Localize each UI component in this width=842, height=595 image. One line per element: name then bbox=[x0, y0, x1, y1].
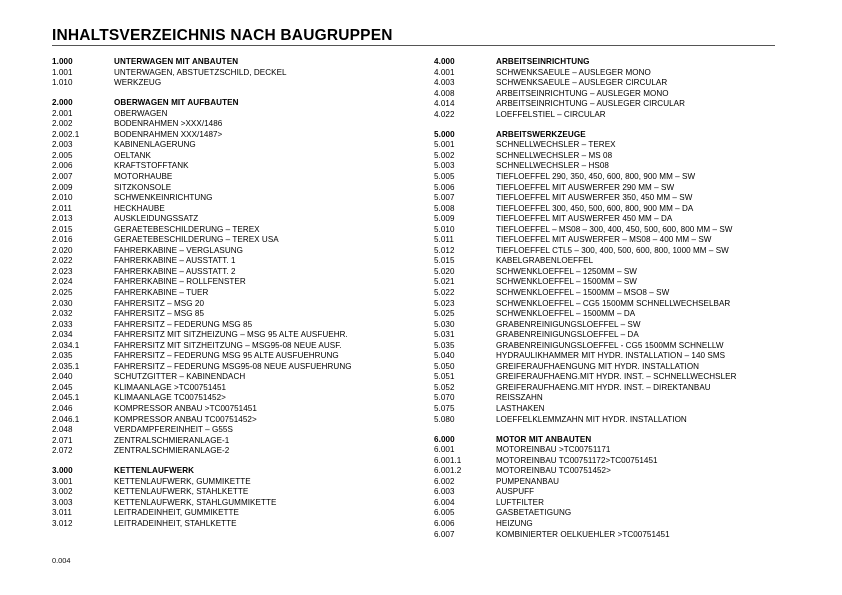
entry-label: SCHNELLWECHSLER – TEREX bbox=[496, 140, 616, 150]
entry-label: MOTORHAUBE bbox=[114, 171, 173, 181]
entry-label: KOMPRESSOR ANBAU TC00751452> bbox=[114, 414, 257, 424]
entry-label: HYDRAULIKHAMMER MIT HYDR. INSTALLATION – 140 SMS bbox=[496, 351, 726, 361]
contents-entry-row[interactable] bbox=[434, 299, 834, 310]
entry-label: LEITRADEINHEIT, STAHLKETTE bbox=[114, 518, 237, 528]
entry-number: 2.003 bbox=[52, 140, 73, 150]
entry-number: 2.040 bbox=[52, 372, 73, 382]
entry-number: 5.015 bbox=[434, 256, 455, 266]
entry-number: 5.023 bbox=[434, 298, 455, 308]
contents-entry-row[interactable] bbox=[52, 130, 432, 141]
contents-entry-row[interactable] bbox=[434, 225, 834, 236]
entry-label: TIEFLOEFFEL MIT AUSWERFER – MS08 – 400 MM – SW bbox=[496, 235, 712, 245]
contents-entry-row[interactable] bbox=[52, 151, 432, 162]
entry-number: 5.051 bbox=[434, 372, 455, 382]
entry-number: 2.034 bbox=[52, 330, 73, 340]
contents-entry-row[interactable] bbox=[52, 320, 432, 331]
contents-entry-row[interactable] bbox=[52, 372, 432, 383]
entry-label: KETTENLAUFWERK, STAHLGUMMIKETTE bbox=[114, 497, 277, 507]
entry-number: 3.001 bbox=[52, 476, 73, 486]
entry-label: WERKZEUG bbox=[114, 78, 162, 88]
contents-entry-row[interactable] bbox=[434, 309, 834, 320]
entry-label: GASBETAETIGUNG bbox=[496, 508, 572, 518]
entry-number: 5.040 bbox=[434, 351, 455, 361]
contents-entry-row[interactable] bbox=[52, 299, 432, 310]
entry-label: GREIFERAUFHAENG.MIT HYDR. INST. – SCHNELLWECHSLER bbox=[496, 372, 737, 382]
entry-number: 2.011 bbox=[52, 203, 72, 213]
entry-label: ARBEITSEINRICHTUNG bbox=[496, 57, 590, 66]
entry-number: 2.015 bbox=[52, 224, 73, 234]
entry-number: 5.006 bbox=[434, 182, 455, 192]
entry-number: 2.013 bbox=[52, 214, 73, 224]
entry-label: GRABENREINIGUNGSLOEFFEL - CG5 1500MM SCHNELLW bbox=[496, 340, 724, 350]
entry-number: 4.000 bbox=[434, 57, 455, 66]
contents-entry-row[interactable] bbox=[434, 246, 834, 257]
entry-label: LOEFFELSTIEL – CIRCULAR bbox=[496, 109, 606, 119]
entry-label: LEITRADEINHEIT, GUMMIKETTE bbox=[114, 508, 239, 518]
entry-label: OBERWAGEN MIT AUFBAUTEN bbox=[114, 98, 239, 108]
contents-entry-row[interactable] bbox=[434, 89, 834, 100]
entry-label: KLIMAANLAGE TC00751452> bbox=[114, 393, 226, 403]
contents-entry-row[interactable] bbox=[52, 225, 432, 236]
entry-label: OBERWAGEN bbox=[114, 108, 168, 118]
entry-number: 2.030 bbox=[52, 298, 73, 308]
contents-entry-row[interactable] bbox=[434, 288, 834, 299]
footer-page-number: 0.004 bbox=[52, 556, 71, 565]
contents-entry-row[interactable] bbox=[52, 214, 432, 225]
entry-number: 6.006 bbox=[434, 518, 455, 528]
entry-label: TIEFLOEFFEL MIT AUSWERFER 350, 450 MM – SW bbox=[496, 193, 693, 203]
contents-entry-row[interactable] bbox=[52, 140, 432, 151]
contents-entry-row[interactable] bbox=[52, 487, 432, 498]
contents-entry-row[interactable] bbox=[52, 172, 432, 183]
entry-label: AUSPUFF bbox=[496, 487, 535, 497]
contents-entry-row[interactable] bbox=[434, 161, 834, 172]
entry-label: SCHUTZGITTER – KABINENDACH bbox=[114, 372, 246, 382]
contents-entry-row[interactable] bbox=[52, 277, 432, 288]
entry-label: HEIZUNG bbox=[496, 518, 533, 528]
contents-entry-row[interactable] bbox=[52, 267, 432, 278]
entry-number: 4.014 bbox=[434, 99, 455, 109]
entry-label: MOTOREINBAU >TC00751171 bbox=[496, 445, 611, 455]
entry-number: 2.023 bbox=[52, 266, 73, 276]
entry-label: GREIFERAUFHAENGUNG MIT HYDR. INSTALLATION bbox=[496, 361, 700, 371]
entry-number: 5.022 bbox=[434, 287, 455, 297]
entry-number: 5.025 bbox=[434, 309, 455, 319]
contents-entry-row[interactable] bbox=[434, 99, 834, 110]
entry-number: 5.010 bbox=[434, 224, 455, 234]
page-title: INHALTSVERZEICHNIS NACH BAUGRUPPEN bbox=[52, 27, 393, 44]
entry-number: 2.010 bbox=[52, 193, 73, 203]
contents-entry-row[interactable] bbox=[434, 351, 834, 362]
entry-number: 5.009 bbox=[434, 214, 455, 224]
entry-label: KOMPRESSOR ANBAU >TC00751451 bbox=[114, 404, 257, 413]
contents-entry-row[interactable] bbox=[434, 498, 834, 509]
entry-label: BODENRAHMEN XXX/1487> bbox=[114, 129, 223, 139]
entry-number: 1.010 bbox=[52, 78, 73, 88]
entry-number: 2.046 bbox=[52, 404, 73, 413]
entry-number: 4.022 bbox=[434, 109, 455, 119]
contents-entry-row[interactable] bbox=[52, 446, 432, 457]
entry-label: FAHRERSITZ – FEDERUNG MSG 85 bbox=[114, 319, 253, 329]
contents-entry-row[interactable] bbox=[52, 119, 432, 130]
contents-entry-row[interactable] bbox=[434, 404, 834, 415]
entry-number: 2.032 bbox=[52, 309, 73, 319]
contents-entry-row[interactable] bbox=[434, 530, 834, 541]
contents-entry-row[interactable] bbox=[52, 235, 432, 246]
entry-number: 6.000 bbox=[434, 434, 455, 444]
entry-number: 2.009 bbox=[52, 182, 73, 192]
entry-label: MOTOREINBAU TC00751172>TC00751451 bbox=[496, 455, 658, 465]
contents-entry-row[interactable] bbox=[52, 351, 432, 362]
contents-entry-row[interactable] bbox=[434, 466, 834, 477]
contents-entry-row[interactable] bbox=[434, 204, 834, 215]
contents-group-row[interactable] bbox=[52, 57, 432, 68]
entry-label: SCHWENKLOEFFEL – 1500MM – DA bbox=[496, 309, 636, 319]
entry-number: 5.021 bbox=[434, 277, 455, 287]
entry-number: 5.002 bbox=[434, 150, 455, 160]
contents-entry-row[interactable] bbox=[434, 415, 834, 426]
entry-number: 2.045 bbox=[52, 382, 73, 392]
entry-number: 2.024 bbox=[52, 277, 73, 287]
entry-label: GERAETEBESCHILDERUNG – TEREX bbox=[114, 224, 260, 234]
entry-number: 2.006 bbox=[52, 161, 73, 171]
contents-entry-row[interactable] bbox=[434, 372, 834, 383]
entry-label: AUSKLEIDUNGSSATZ bbox=[114, 214, 199, 224]
entry-label: GERAETEBESCHILDERUNG – TEREX USA bbox=[114, 235, 279, 245]
entry-label: FAHRERSITZ – MSG 20 bbox=[114, 298, 205, 308]
entry-label: GRABENREINIGUNGSLOEFFEL – SW bbox=[496, 319, 641, 329]
entry-number: 2.002 bbox=[52, 119, 73, 129]
contents-entry-row[interactable] bbox=[52, 362, 432, 373]
entry-label: HECKHAUBE bbox=[114, 203, 165, 213]
entry-number: 2.000 bbox=[52, 98, 73, 108]
entry-label: KETTENLAUFWERK, GUMMIKETTE bbox=[114, 476, 251, 486]
entry-number: 2.046.1 bbox=[52, 414, 80, 424]
contents-entry-row[interactable] bbox=[434, 193, 834, 204]
entry-number: 5.011 bbox=[434, 235, 454, 245]
contents-entry-row[interactable] bbox=[434, 477, 834, 488]
entry-number: 5.012 bbox=[434, 245, 455, 255]
contents-entry-row[interactable] bbox=[52, 498, 432, 509]
entry-label: ZENTRALSCHMIERANLAGE-2 bbox=[114, 446, 230, 456]
contents-entry-row[interactable] bbox=[52, 109, 432, 120]
entry-label: KOMBINIERTER OELKUEHLER >TC00751451 bbox=[496, 529, 670, 539]
entry-number: 6.002 bbox=[434, 476, 455, 486]
entry-number: 2.035 bbox=[52, 351, 73, 361]
contents-entry-row[interactable] bbox=[434, 68, 834, 79]
entry-label: GREIFERAUFHAENG.MIT HYDR. INST. – DIREKTANBAU bbox=[496, 382, 711, 392]
contents-entry-row[interactable] bbox=[52, 204, 432, 215]
entry-number: 1.000 bbox=[52, 57, 73, 66]
contents-entry-row[interactable] bbox=[434, 140, 834, 151]
contents-entry-row[interactable] bbox=[52, 425, 432, 436]
entry-label: PUMPENANBAU bbox=[496, 476, 560, 486]
entry-number: 4.003 bbox=[434, 78, 455, 88]
entry-label: FAHRERKABINE – AUSSTATT. 1 bbox=[114, 256, 236, 266]
entry-label: VERDAMPFEREINHEIT – G55S bbox=[114, 425, 233, 435]
entry-label: OELTANK bbox=[114, 150, 151, 160]
entry-number: 3.011 bbox=[52, 508, 72, 518]
entry-label: SCHWENKLOEFFEL – 1250MM – SW bbox=[496, 266, 637, 276]
entry-number: 6.003 bbox=[434, 487, 455, 497]
entry-number: 2.035.1 bbox=[52, 361, 80, 371]
contents-entry-row[interactable] bbox=[434, 519, 834, 530]
contents-entry-row[interactable] bbox=[52, 508, 432, 519]
entry-number: 3.000 bbox=[52, 466, 73, 476]
entry-label: REISSZAHN bbox=[496, 393, 543, 403]
entry-number: 5.007 bbox=[434, 193, 455, 203]
contents-entry-row[interactable] bbox=[52, 415, 432, 426]
contents-entry-row[interactable] bbox=[434, 78, 834, 89]
entry-label: UNTERWAGEN, ABSTUETZSCHILD, DECKEL bbox=[114, 67, 287, 77]
entry-label: KABINENLAGERUNG bbox=[114, 140, 196, 150]
entry-number: 2.072 bbox=[52, 446, 73, 456]
entry-number: 2.071 bbox=[52, 435, 73, 445]
entry-label: KLIMAANLAGE >TC00751451 bbox=[114, 382, 227, 392]
entry-label: TIEFLOEFFEL CTL5 – 300, 400, 500, 600, 800, 1000 MM – SW bbox=[496, 245, 729, 255]
entry-number: 3.002 bbox=[52, 487, 73, 497]
entry-number: 6.005 bbox=[434, 508, 455, 518]
entry-label: SCHWENKLOEFFEL – 1500MM – SW bbox=[496, 277, 637, 287]
contents-entry-row[interactable] bbox=[434, 330, 834, 341]
entry-number: 5.075 bbox=[434, 404, 455, 413]
contents-group-row[interactable] bbox=[434, 435, 834, 446]
entry-label: LOEFFELKLEMMZAHN MIT HYDR. INSTALLATION bbox=[496, 414, 687, 424]
entry-label: KETTENLAUFWERK bbox=[114, 466, 195, 476]
contents-entry-row[interactable] bbox=[434, 445, 834, 456]
contents-entry-row[interactable] bbox=[52, 288, 432, 299]
entry-number: 4.001 bbox=[434, 67, 455, 77]
contents-entry-row[interactable] bbox=[52, 246, 432, 257]
contents-entry-row[interactable] bbox=[52, 383, 432, 394]
entry-number: 5.005 bbox=[434, 171, 455, 181]
entry-label: FAHRERKABINE – VERGLASUNG bbox=[114, 245, 243, 255]
entry-label: LUFTFILTER bbox=[496, 497, 545, 507]
entry-label: FAHRERKABINE – TUER bbox=[114, 287, 209, 297]
contents-left-column bbox=[52, 57, 432, 530]
entry-number: 5.050 bbox=[434, 361, 455, 371]
entry-number: 2.025 bbox=[52, 287, 73, 297]
contents-entry-row[interactable] bbox=[434, 341, 834, 352]
entry-label: ZENTRALSCHMIERANLAGE-1 bbox=[114, 435, 230, 445]
entry-label: SCHWENKLOEFFEL – CG5 1500MM SCHNELLWECHSELBAR bbox=[496, 298, 731, 308]
contents-entry-row[interactable] bbox=[434, 487, 834, 498]
entry-label: ARBEITSWERKZEUGE bbox=[496, 129, 586, 139]
entry-number: 2.020 bbox=[52, 245, 73, 255]
entry-label: SITZKONSOLE bbox=[114, 182, 172, 192]
contents-entry-row[interactable] bbox=[434, 183, 834, 194]
entry-label: UNTERWAGEN MIT ANBAUTEN bbox=[114, 57, 239, 66]
entry-number: 5.008 bbox=[434, 203, 455, 213]
entry-label: KETTENLAUFWERK, STAHLKETTE bbox=[114, 487, 249, 497]
entry-number: 5.031 bbox=[434, 330, 455, 340]
entry-number: 4.008 bbox=[434, 88, 455, 98]
contents-group-row[interactable] bbox=[52, 98, 432, 109]
contents-entry-row[interactable] bbox=[434, 508, 834, 519]
entry-label: LASTHAKEN bbox=[496, 404, 545, 413]
entry-number: 6.001 bbox=[434, 445, 455, 455]
contents-right-column bbox=[434, 57, 834, 540]
entry-label: FAHRERKABINE – ROLLFENSTER bbox=[114, 277, 246, 287]
entry-number: 2.002.1 bbox=[52, 129, 80, 139]
contents-entry-row[interactable] bbox=[52, 393, 432, 404]
entry-number: 2.033 bbox=[52, 319, 73, 329]
entry-number: 5.000 bbox=[434, 129, 455, 139]
contents-group-row[interactable] bbox=[434, 130, 834, 141]
entry-number: 3.003 bbox=[52, 497, 73, 507]
entry-label: KRAFTSTOFFTANK bbox=[114, 161, 189, 171]
entry-number: 2.001 bbox=[52, 108, 73, 118]
entry-number: 2.016 bbox=[52, 235, 73, 245]
entry-label: FAHRERSITZ MIT SITZHEIZUNG – MSG 95 ALTE AUSFUEHR. bbox=[114, 330, 348, 340]
title-divider bbox=[52, 45, 775, 46]
contents-entry-row[interactable] bbox=[434, 267, 834, 278]
entry-number: 3.012 bbox=[52, 518, 73, 528]
entry-label: SCHWENKLOEFFEL – 1500MM – MSO8 – SW bbox=[496, 287, 670, 297]
contents-entry-row[interactable] bbox=[52, 309, 432, 320]
entry-number: 5.001 bbox=[434, 140, 455, 150]
entry-label: BODENRAHMEN >XXX/1486 bbox=[114, 119, 223, 129]
entry-number: 2.022 bbox=[52, 256, 73, 266]
entry-label: SCHWENKSAEULE – AUSLEGER CIRCULAR bbox=[496, 78, 668, 88]
entry-label: MOTOR MIT ANBAUTEN bbox=[496, 434, 592, 444]
entry-number: 2.045.1 bbox=[52, 393, 80, 403]
entry-number: 5.035 bbox=[434, 340, 455, 350]
entry-label: FAHRERSITZ MIT SITZHEITZUNG – MSG95-08 NEUE AUSF. bbox=[114, 340, 342, 350]
contents-entry-row[interactable] bbox=[52, 161, 432, 172]
entry-number: 2.048 bbox=[52, 425, 73, 435]
entry-number: 5.070 bbox=[434, 393, 455, 403]
entry-number: 6.001.2 bbox=[434, 466, 462, 476]
entry-label: ARBEITSEINRICHTUNG – AUSLEGER CIRCULAR bbox=[496, 99, 685, 109]
contents-entry-row[interactable] bbox=[52, 519, 432, 530]
entry-number: 6.007 bbox=[434, 529, 455, 539]
entry-label: TIEFLOEFFEL MIT AUSWERFER 450 MM – DA bbox=[496, 214, 673, 224]
entry-label: SCHWENKEINRICHTUNG bbox=[114, 193, 213, 203]
entry-label: FAHRERSITZ – FEDERUNG MSG 95 ALTE AUSFUEHRUNG bbox=[114, 351, 339, 361]
entry-label: KABELGRABENLOEFFEL bbox=[496, 256, 594, 266]
contents-entry-row[interactable] bbox=[434, 172, 834, 183]
contents-entry-row[interactable] bbox=[434, 214, 834, 225]
contents-entry-row[interactable] bbox=[434, 110, 834, 121]
contents-entry-row[interactable] bbox=[434, 393, 834, 404]
entry-label: TIEFLOEFFEL MIT AUSWERFER 290 MM – SW bbox=[496, 182, 675, 192]
entry-label: TIEFLOEFFEL – MS08 – 300, 400, 450, 500, 600, 800 MM – SW bbox=[496, 224, 733, 234]
entry-number: 5.052 bbox=[434, 382, 455, 392]
contents-entry-row[interactable] bbox=[434, 151, 834, 162]
contents-entry-row[interactable] bbox=[434, 256, 834, 267]
contents-entry-row[interactable] bbox=[52, 404, 432, 415]
contents-entry-row[interactable] bbox=[52, 341, 432, 352]
contents-entry-row[interactable] bbox=[434, 320, 834, 331]
contents-entry-row[interactable] bbox=[52, 183, 432, 194]
contents-entry-row[interactable] bbox=[52, 256, 432, 267]
contents-entry-row[interactable] bbox=[52, 193, 432, 204]
entry-label: FAHRERKABINE – AUSSTATT. 2 bbox=[114, 266, 236, 276]
entry-number: 5.080 bbox=[434, 414, 455, 424]
entry-number: 2.005 bbox=[52, 150, 73, 160]
entry-label: SCHNELLWECHSLER – HS08 bbox=[496, 161, 609, 171]
entry-number: 5.020 bbox=[434, 266, 455, 276]
contents-entry-row[interactable] bbox=[434, 277, 834, 288]
contents-group-row[interactable] bbox=[434, 57, 834, 68]
entry-number: 6.001.1 bbox=[434, 455, 462, 465]
contents-entry-row[interactable] bbox=[52, 68, 432, 79]
entry-number: 6.004 bbox=[434, 497, 455, 507]
contents-entry-row[interactable] bbox=[52, 436, 432, 447]
entry-label: ARBEITSEINRICHTUNG – AUSLEGER MONO bbox=[496, 88, 669, 98]
contents-entry-row[interactable] bbox=[434, 362, 834, 373]
contents-group-row[interactable] bbox=[52, 466, 432, 477]
contents-entry-row[interactable] bbox=[52, 78, 432, 89]
entry-label: FAHRERSITZ – FEDERUNG MSG95-08 NEUE AUSFUEHRUNG bbox=[114, 361, 352, 371]
entry-number: 2.007 bbox=[52, 171, 73, 181]
entry-label: SCHNELLWECHSLER – MS 08 bbox=[496, 150, 613, 160]
contents-entry-row[interactable] bbox=[52, 330, 432, 341]
entry-number: 5.030 bbox=[434, 319, 455, 329]
contents-entry-row[interactable] bbox=[434, 456, 834, 467]
entry-label: SCHWENKSAEULE – AUSLEGER MONO bbox=[496, 67, 651, 77]
entry-label: MOTOREINBAU TC00751452> bbox=[496, 466, 611, 476]
entry-label: FAHRERSITZ – MSG 85 bbox=[114, 309, 205, 319]
entry-number: 2.034.1 bbox=[52, 340, 80, 350]
contents-entry-row[interactable] bbox=[434, 235, 834, 246]
entry-label: GRABENREINIGUNGSLOEFFEL – DA bbox=[496, 330, 639, 340]
entry-label: TIEFLOEFFEL 290, 350, 450, 600, 800, 900 MM – SW bbox=[496, 171, 696, 181]
entry-number: 5.003 bbox=[434, 161, 455, 171]
entry-number: 1.001 bbox=[52, 67, 73, 77]
contents-entry-row[interactable] bbox=[434, 383, 834, 394]
contents-entry-row[interactable] bbox=[52, 477, 432, 488]
entry-label: TIEFLOEFFEL 300, 450, 500, 600, 800, 900 MM – DA bbox=[496, 203, 694, 213]
